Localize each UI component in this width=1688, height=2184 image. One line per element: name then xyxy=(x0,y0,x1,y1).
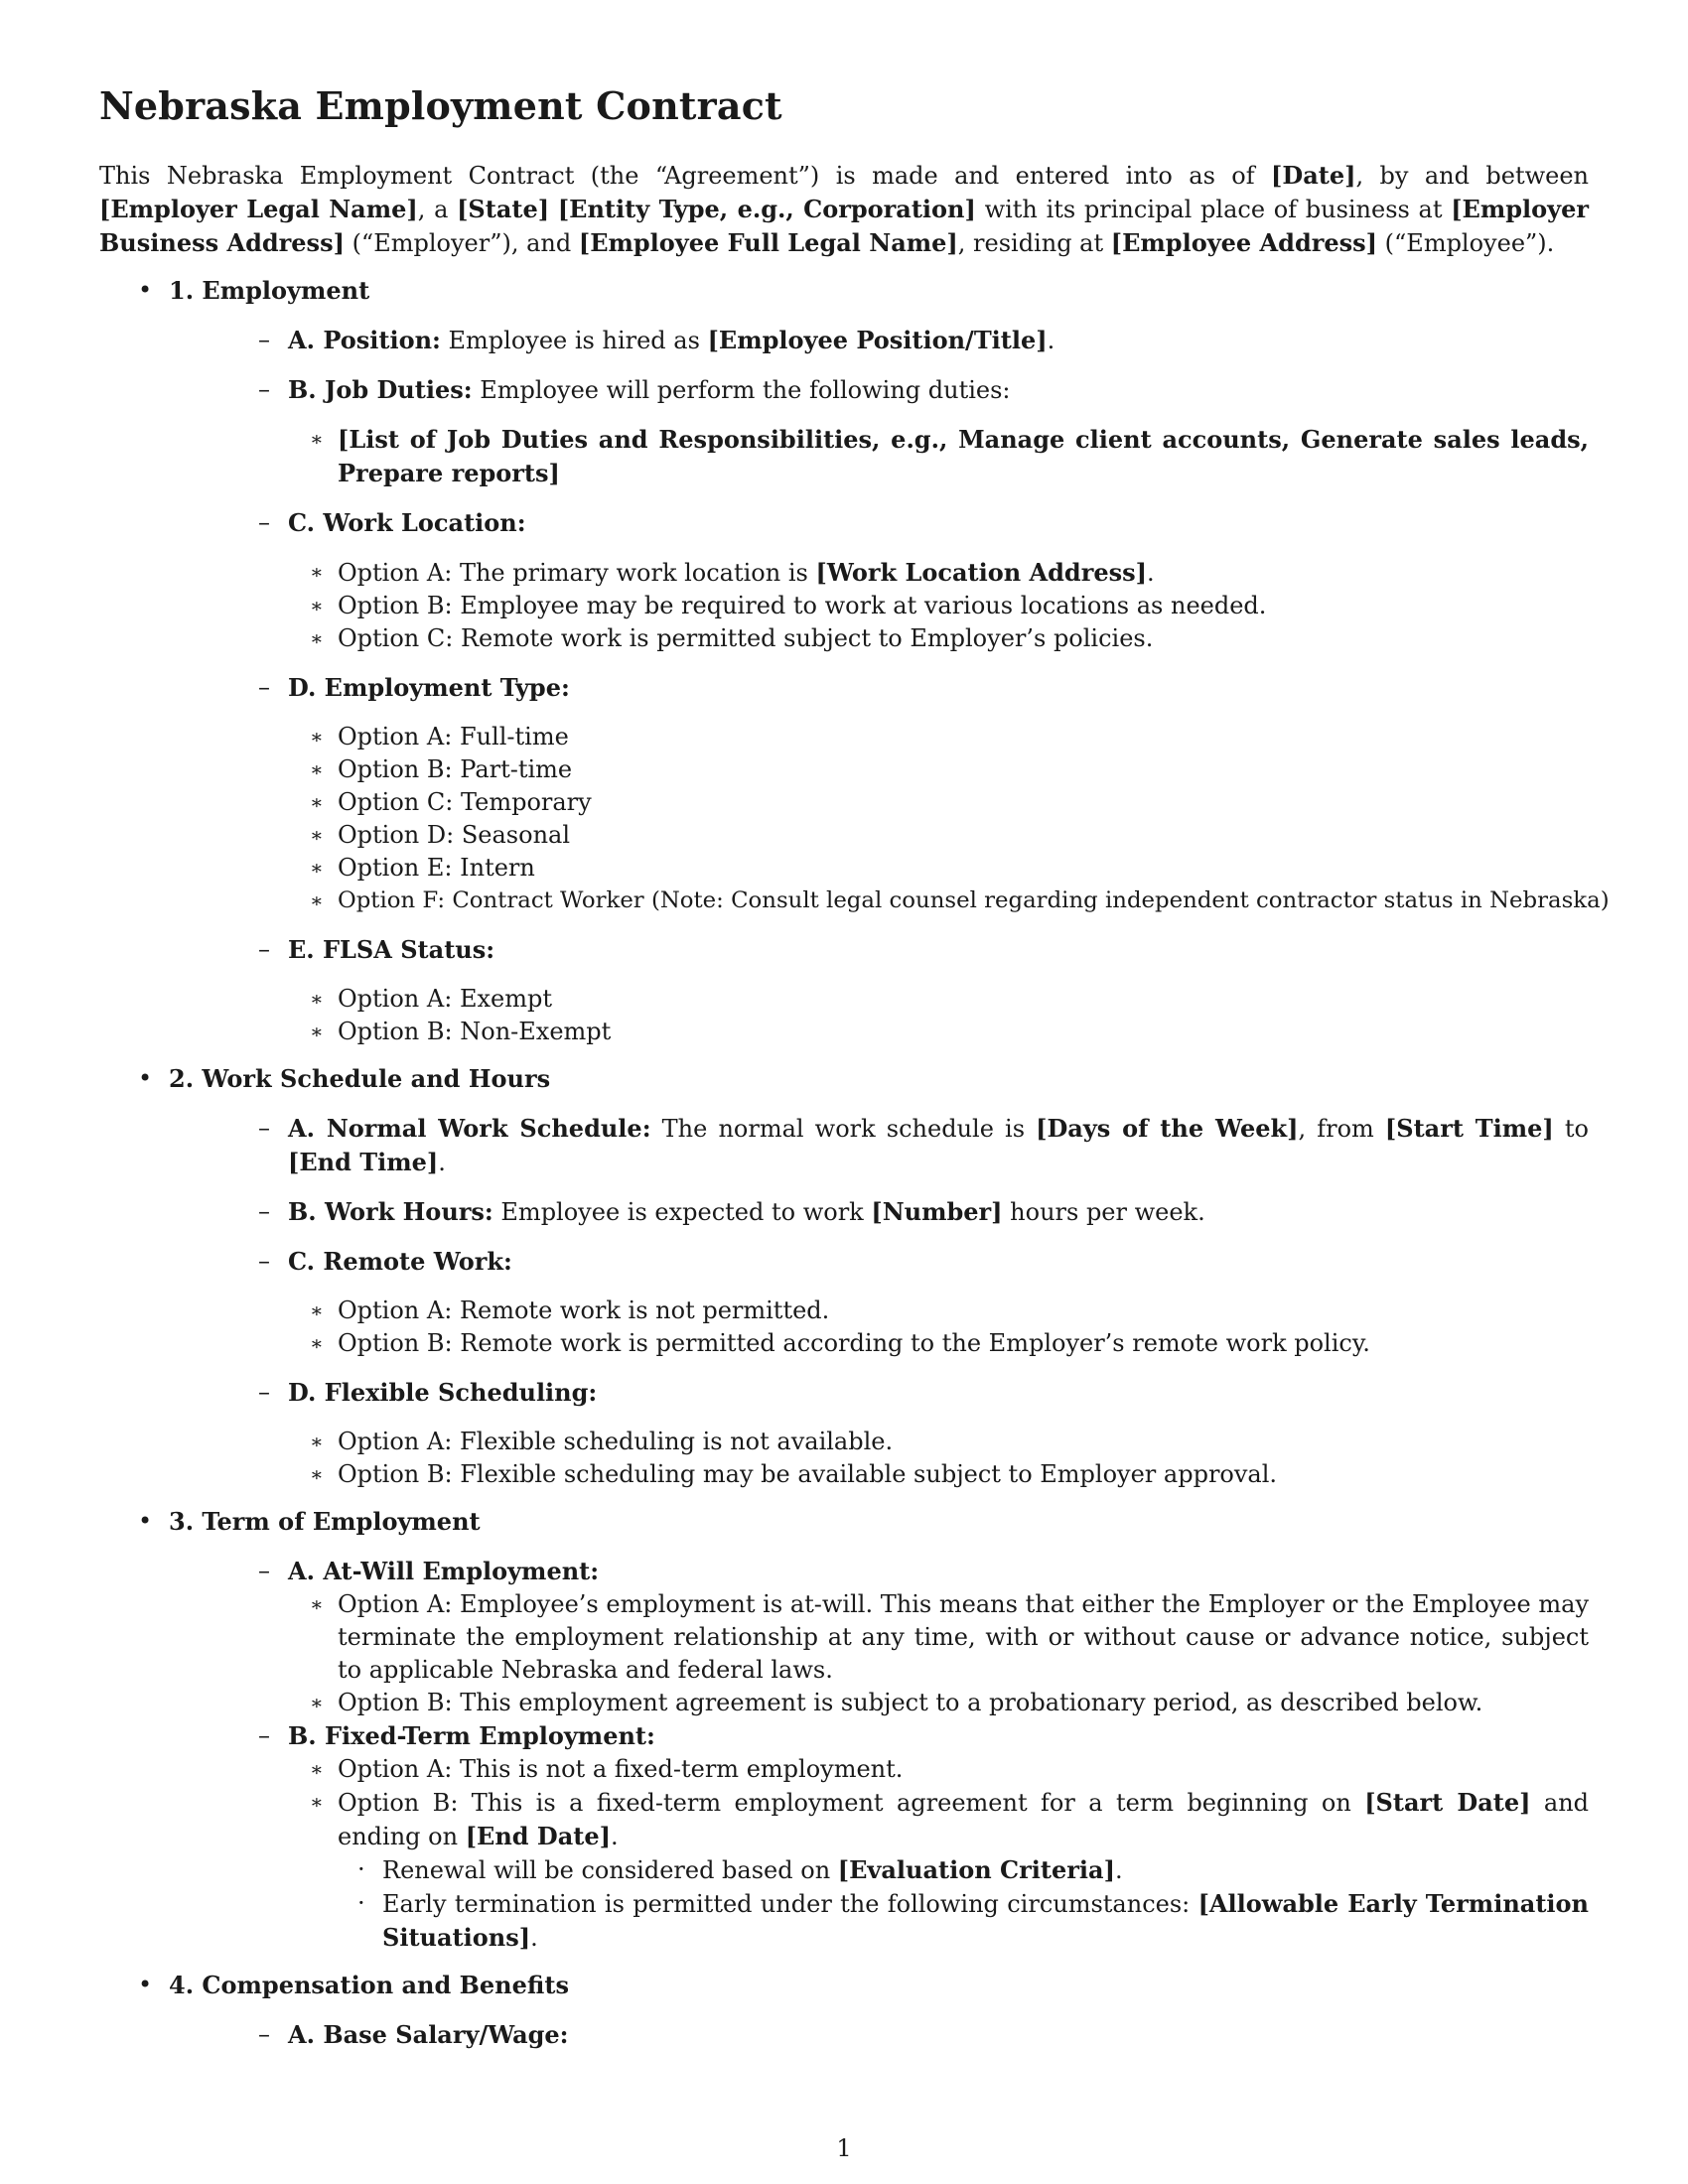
dash-icon: – xyxy=(258,1557,270,1584)
list-item: ∗ Option A: Exempt xyxy=(288,983,1589,1016)
bullet-icon: • xyxy=(138,276,153,304)
clause-position: – A. Position: Employee is hired as [Employee Position/Title]. xyxy=(258,326,1055,354)
clause-remote-work: – C. Remote Work: ∗ Option A: Remote work is not permitted. ∗ Option B: Remote work is permitted according to the Employer’s remote work policy. xyxy=(228,1245,1589,1360)
asterisk-icon: ∗ xyxy=(310,823,324,847)
list-item: · Renewal will be considered based on [Evaluation Criteria]. xyxy=(357,1855,1123,1884)
section-heading: 2. Work Schedule and Hours xyxy=(169,1064,551,1093)
asterisk-icon: ∗ xyxy=(310,987,324,1011)
list-item: ∗ Option A: This is not a fixed-term employment. xyxy=(288,1753,1589,1786)
asterisk-icon: ∗ xyxy=(310,888,324,912)
asterisk-icon: ∗ xyxy=(310,790,324,814)
dash-icon: – xyxy=(258,935,270,963)
dash-icon: – xyxy=(258,2020,270,2048)
asterisk-icon: ∗ xyxy=(310,1790,324,1814)
state-placeholder: [State] xyxy=(457,195,550,223)
section-heading: 1. Employment xyxy=(169,276,370,305)
asterisk-icon: ∗ xyxy=(310,1331,324,1355)
list-item: ∗ Option E: Intern xyxy=(288,852,1589,885)
clause-fixed-term: – B. Fixed-Term Employment: ∗ Option A: This is not a fixed-term employment. ∗ Option B: This is a fixed-term employment agreement for a term beginning on [Start Date] and ending on [End Date]. · Renewal will be considered based on [Evaluation Criteria]. · Early termination is permitted under the following circumstances: [Allowable Early Termination Situations]. xyxy=(228,1719,1589,1955)
dash-icon: – xyxy=(258,1721,270,1749)
list-item: ∗ Option A: Employee’s employment is at-will. This means that either the Employer or the Employee may terminate the employment relationship at any time, with or without cause or advance notice, subject to applicable Nebraska and federal laws. xyxy=(310,1590,1589,1684)
asterisk-icon: ∗ xyxy=(310,725,324,749)
list-item: ∗ Option A: Full-time xyxy=(288,721,1589,753)
list-item: ∗ Option A: Flexible scheduling is not available. xyxy=(288,1426,1589,1458)
bullet-icon: • xyxy=(138,1064,153,1092)
asterisk-icon: ∗ xyxy=(310,757,324,781)
entity-type-placeholder: [Entity Type, e.g., Corporation] xyxy=(557,195,976,223)
list-item: ∗ [List of Job Duties and Responsibilities, e.g., Manage client accounts, Generate sales leads, Prepare reports] xyxy=(310,425,1589,487)
section-heading: 3. Term of Employment xyxy=(169,1507,481,1536)
page-number: 1 xyxy=(836,2134,852,2162)
asterisk-icon: ∗ xyxy=(310,1691,324,1714)
clause-work-hours: – B. Work Hours: Employee is expected to work [Number] hours per week. xyxy=(258,1197,1205,1226)
dash-icon: – xyxy=(258,375,270,403)
date-placeholder: [Date] xyxy=(1271,161,1356,190)
bullet-icon: • xyxy=(138,1507,153,1535)
dash-icon: – xyxy=(258,673,270,701)
asterisk-icon: ∗ xyxy=(310,1020,324,1043)
employer-name-placeholder: [Employer Legal Name] xyxy=(99,195,418,223)
section-employment xyxy=(0,274,1610,1048)
asterisk-icon: ∗ xyxy=(310,1592,324,1616)
list-item: ∗ Option B: This is a fixed-term employment agreement for a term beginning on [Start Date] and ending on [End Date]. · Renewal will be considered based on [Evaluation Criteria]. · Early termination is permitted under the following circumstances: [Allowable Early Termination Situations]. xyxy=(288,1786,1589,1955)
list-item: · Early termination is permitted under the following circumstances: [Allowable Early Termination Situations]. xyxy=(357,1889,1589,1952)
dash-icon: – xyxy=(258,1114,270,1142)
section-work-schedule xyxy=(0,1062,1589,1491)
list-item: ∗ Option C: Temporary xyxy=(288,786,1589,819)
asterisk-icon: ∗ xyxy=(310,427,324,451)
list-item: ∗ Option B: Part-time xyxy=(288,753,1589,786)
list-item: ∗ Option B: Flexible scheduling may be available subject to Employer approval. xyxy=(288,1458,1589,1491)
intro-paragraph: This Nebraska Employment Contract (the “Agreement”) is made and entered into as of [Date], by and between [Employer Legal Name], a [State] [Entity Type, e.g., Corporation] with its principal place of business at [Employer Business Address] (“Employer”), and [Employee Full Legal Name], residing at [Employee Address] (“Employee”). xyxy=(99,161,1590,257)
section-compensation xyxy=(0,1969,1589,2052)
asterisk-icon: ∗ xyxy=(310,594,324,617)
dash-icon: – xyxy=(258,508,270,536)
asterisk-icon: ∗ xyxy=(310,626,324,650)
employer-address-placeholder: [Employer Business Address] xyxy=(99,195,1589,257)
list-item: ∗ Option C: Remote work is permitted subject to Employer’s policies. xyxy=(288,622,1589,655)
bullet-icon: • xyxy=(138,1971,153,1998)
employee-name-placeholder: [Employee Full Legal Name] xyxy=(578,228,958,257)
dot-icon: · xyxy=(357,1889,365,1917)
document-title: Nebraska Employment Contract xyxy=(99,83,782,128)
clause-work-location: – C. Work Location: ∗ Option A: The primary work location is [Work Location Address]. ∗ Option B: Employee may be required to work at various locations as needed. ∗ Option C: Remote work is permitted subject to Employer’s policies. xyxy=(228,506,1589,655)
list-item: ∗ Option B: Non-Exempt xyxy=(288,1016,1589,1048)
list-item: ∗ Option B: Employee may be required to work at various locations as needed. xyxy=(288,590,1589,622)
list-item: ∗ Option A: Remote work is not permitted. xyxy=(288,1295,1589,1327)
section-heading: 4. Compensation and Benefits xyxy=(169,1971,569,1999)
contract-body xyxy=(0,274,1688,2066)
clause-employment-type: – D. Employment Type: ∗ Option A: Full-time ∗ Option B: Part-time ∗ Option C: Temporary ∗ Option D: Seasonal ∗ Option E: Intern ∗ Option F: Contract Worker (Note: Consult legal counsel regarding independent contractor status in Nebraska) xyxy=(228,671,1589,917)
list-item: ∗ Option A: The primary work location is [Work Location Address]. xyxy=(310,558,1155,587)
list-item: ∗ Option B: Remote work is permitted according to the Employer’s remote work policy. xyxy=(288,1327,1589,1360)
asterisk-icon: ∗ xyxy=(310,1757,324,1781)
clause-flsa-status: – E. FLSA Status: ∗ Option A: Exempt ∗ Option B: Non-Exempt xyxy=(228,933,1589,1048)
asterisk-icon: ∗ xyxy=(310,560,324,584)
list-item: ∗ Option F: Contract Worker (Note: Consult legal counsel regarding independent contractor status in Nebraska) xyxy=(288,885,1589,917)
clause-at-will: – A. At-Will Employment: ∗ Option A: Employee’s employment is at-will. This means that either the Employer or the Employee may terminate the employment relationship at any time, with or without cause or advance notice, subject to applicable Nebraska and federal laws. ∗ Option B: This employment agreement is subject to a probationary period, as described below. xyxy=(228,1555,1589,1719)
list-item: ∗ Option D: Seasonal xyxy=(288,819,1589,852)
asterisk-icon: ∗ xyxy=(310,1430,324,1453)
asterisk-icon: ∗ xyxy=(310,1298,324,1322)
clause-job-duties: – B. Job Duties: Employee will perform the following duties: ∗ [List of Job Duties and Responsibilities, e.g., Manage client accounts, Generate sales leads, Prepare reports] xyxy=(228,373,1589,490)
dot-icon: · xyxy=(357,1855,365,1883)
clause-flexible-scheduling: – D. Flexible Scheduling: ∗ Option A: Flexible scheduling is not available. ∗ Option B: Flexible scheduling may be available subject to Employer approval. xyxy=(228,1376,1589,1491)
dash-icon: – xyxy=(258,1247,270,1275)
employee-address-placeholder: [Employee Address] xyxy=(1110,228,1378,257)
clause-normal-schedule: – A. Normal Work Schedule: The normal work schedule is [Days of the Week], from [Start Time] to [End Time]. xyxy=(258,1114,1589,1176)
dash-icon: – xyxy=(258,1197,270,1225)
dash-icon: – xyxy=(258,326,270,353)
list-item: ∗ Option B: This employment agreement is subject to a probationary period, as described below. xyxy=(288,1687,1589,1719)
dash-icon: – xyxy=(258,1378,270,1406)
asterisk-icon: ∗ xyxy=(310,1462,324,1486)
clause-base-salary: – A. Base Salary/Wage: xyxy=(258,2020,569,2049)
section-term-of-employment xyxy=(0,1505,1589,1955)
asterisk-icon: ∗ xyxy=(310,856,324,880)
